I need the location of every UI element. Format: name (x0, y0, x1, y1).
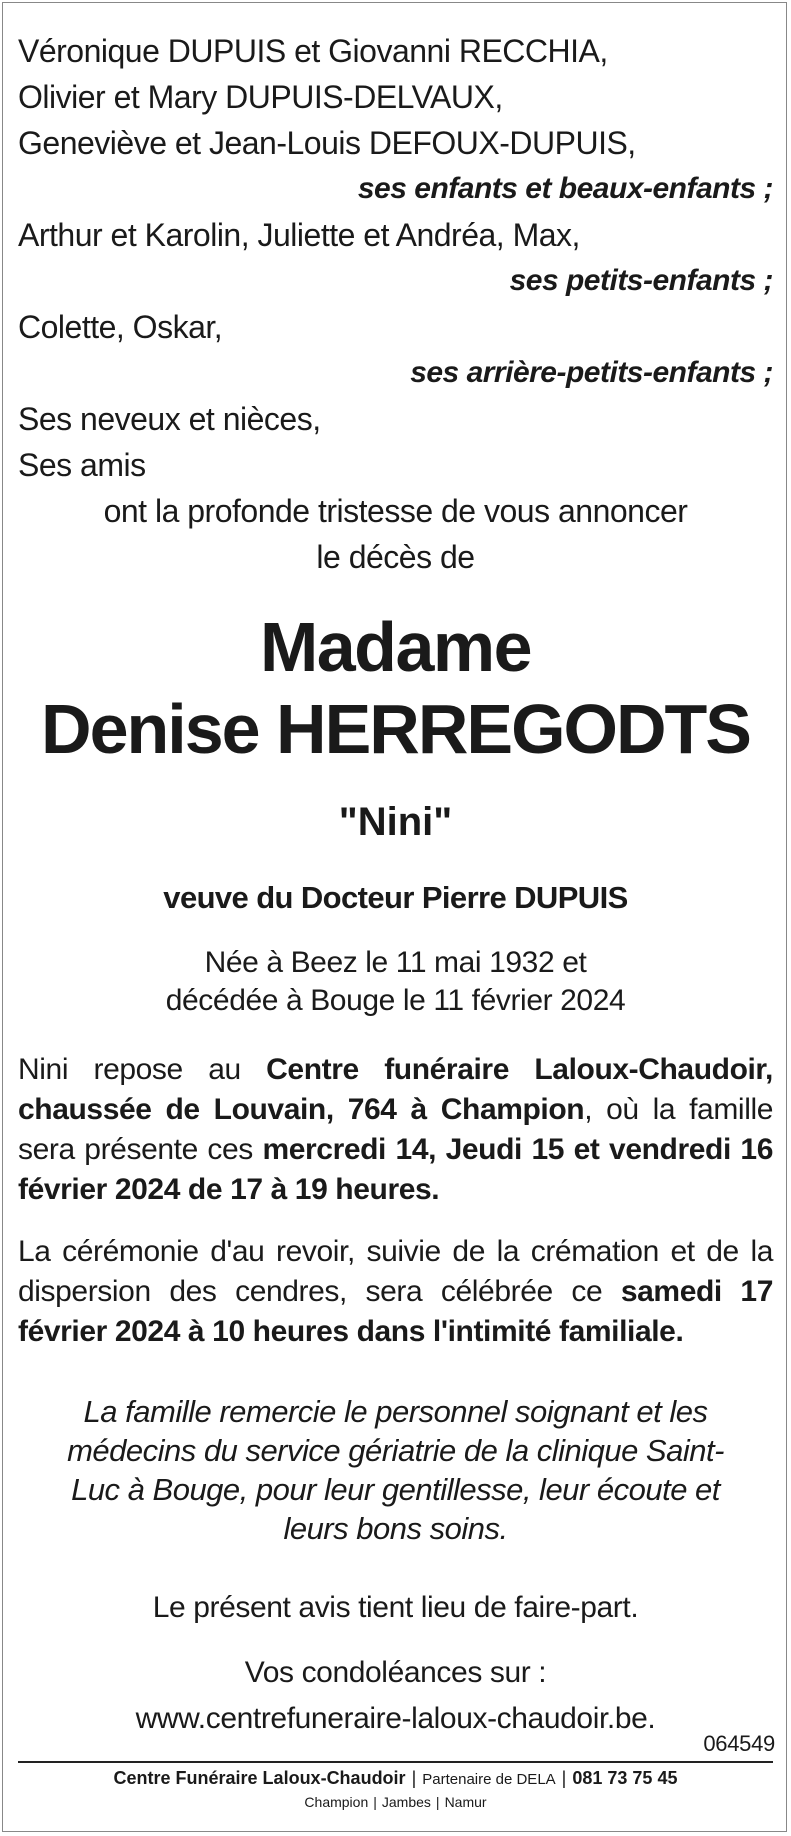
footer-divider (18, 1761, 773, 1763)
family-list (18, 28, 773, 488)
family-line: Arthur et Karolin, Juliette et Andréa, Max, (18, 217, 580, 253)
footer-location: Jambes (381, 1794, 431, 1810)
dates-block (18, 944, 773, 1020)
family-line: Ses neveux et nièces, (18, 401, 321, 437)
footer-main (0, 1768, 791, 1789)
ceremony-paragraph (18, 1232, 773, 1352)
thanks-line: Luc à Bouge, pour leur gentillesse, leur écoute et (71, 1472, 720, 1507)
footer-separator: | (561, 1768, 567, 1788)
family-line: Olivier et Mary DUPUIS-DELVAUX, (18, 79, 503, 115)
footer-separator: | (411, 1768, 417, 1788)
family-role: ses enfants et beaux-enfants ; (357, 172, 773, 205)
footer-separator: | (435, 1794, 440, 1810)
visitation-text: , où la famille sera présente ces (18, 1093, 774, 1166)
footer-phone: 081 73 75 45 (572, 1768, 678, 1788)
footer-company-name: Centre Funéraire Laloux-Chaudoir (113, 1768, 406, 1788)
ceremony-date: samedi 17 février 2024 à 10 heures dans l'intimité familiale. (18, 1275, 773, 1348)
ceremony-text: La cérémonie d'au revoir, suivie de la crémation et de la dispersion des cendres, sera célébrée ce (18, 1235, 773, 1308)
deceased-nickname: "Nini" (338, 800, 453, 844)
family-line: Ses amis (18, 447, 146, 483)
thanks-line: médecins du service gériatrie de la clinique Saint- (67, 1433, 724, 1468)
thanks-paragraph (18, 1392, 773, 1548)
visitation-dates: mercredi 14, Jeudi 15 et vendredi 16 février 2024 de 17 à 19 heures. (18, 1133, 773, 1206)
family-line: Colette, Oskar, (18, 309, 223, 345)
footer-locations (0, 1794, 791, 1810)
condolences-block (18, 1650, 773, 1742)
condolences-url[interactable]: www.centrefuneraire-laloux-chaudoir.be. (135, 1702, 656, 1735)
visitation-text: Nini repose au (18, 1053, 267, 1086)
thanks-line: leurs bons soins. (283, 1511, 508, 1546)
footer-location: Namur (444, 1794, 487, 1810)
family-role: ses petits-enfants ; (509, 264, 773, 297)
footer-location: Champion (304, 1794, 369, 1810)
family-line: Geneviève et Jean-Louis DEFOUX-DUPUIS, (18, 125, 636, 161)
funeral-home-address: Centre funéraire Laloux-Chaudoir, chaussée de Louvain, 764 à Champion (18, 1053, 773, 1126)
visitation-paragraph (18, 1050, 773, 1210)
footer-separator: | (373, 1794, 377, 1810)
death-line: décédée à Bouge le 11 février 2024 (165, 984, 626, 1017)
deceased-title: Madame (259, 608, 532, 686)
announcement-line: le décès de (316, 539, 475, 575)
deceased-name: Denise HERREGODTS (41, 690, 750, 768)
widow-of: veuve du Docteur Pierre DUPUIS (163, 880, 628, 915)
family-line: Véronique DUPUIS et Giovanni RECCHIA, (18, 33, 608, 69)
footer-partner: Partenaire de DELA (422, 1771, 556, 1788)
obituary-content (18, 28, 773, 1742)
faire-part-notice: Le présent avis tient lieu de faire-part. (152, 1591, 639, 1624)
condolences-label: Vos condoléances sur : (244, 1656, 547, 1689)
thanks-line: La famille remercie le personnel soignant et les (83, 1394, 708, 1429)
birth-line: Née à Beez le 11 mai 1932 et (204, 946, 587, 979)
reference-number: 064549 (703, 1731, 775, 1756)
announcement-line: ont la profonde tristesse de vous annoncer (103, 493, 688, 529)
family-role: ses arrière-petits-enfants ; (410, 356, 773, 389)
